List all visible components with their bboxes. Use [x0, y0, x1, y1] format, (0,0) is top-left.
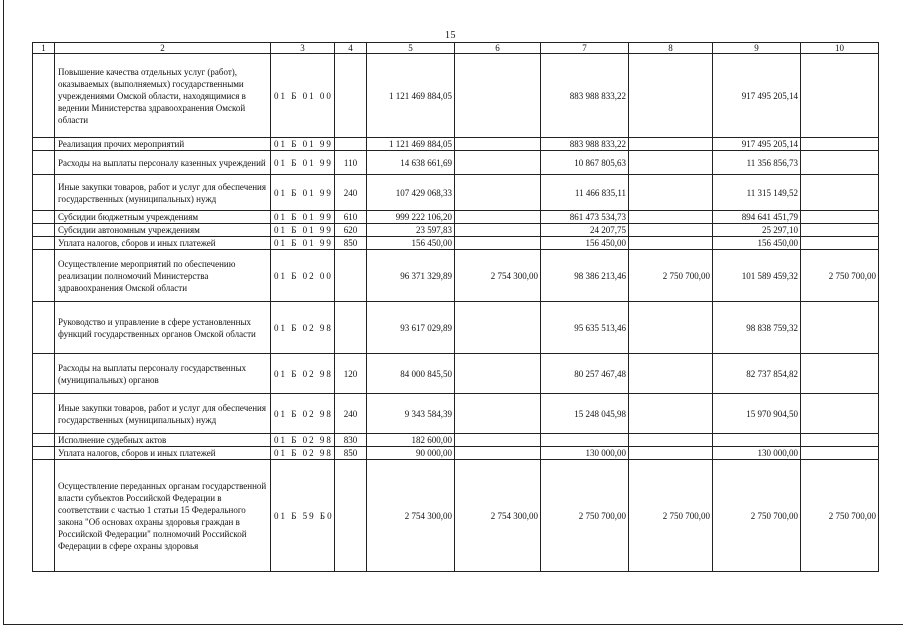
row-amount-cell — [455, 237, 541, 250]
row-name-cell: Субсидии бюджетным учреждениям — [55, 211, 271, 224]
row-amount-cell: 107 429 068,33 — [367, 175, 455, 211]
row-amount-cell: 130 000,00 — [541, 447, 629, 460]
row-code-cell: 01 Б 02 98 — [271, 434, 335, 447]
row-code-cell: 01 Б 01 99 — [271, 211, 335, 224]
row-code-cell: 01 Б 01 99 — [271, 175, 335, 211]
row-amount-cell: 101 589 459,32 — [713, 250, 801, 302]
row-amount-cell — [629, 175, 713, 211]
row-amount-cell — [801, 237, 879, 250]
header-cell: 1 — [33, 43, 55, 54]
row-amount-cell — [455, 151, 541, 175]
row-amount-cell: 98 838 759,32 — [713, 302, 801, 354]
row-code-cell: 01 Б 01 99 — [271, 224, 335, 237]
row-amount-cell — [629, 302, 713, 354]
row-amount-cell — [629, 138, 713, 151]
row-amount-cell — [455, 354, 541, 394]
row-amount-cell: 894 641 451,79 — [713, 211, 801, 224]
row-amount-cell — [629, 54, 713, 138]
table-row — [33, 211, 879, 224]
table-header-row — [33, 43, 879, 54]
table-row — [33, 302, 879, 354]
row-amount-cell: 11 356 856,73 — [713, 151, 801, 175]
row-number-cell — [33, 460, 55, 572]
row-amount-cell: 15 970 904,50 — [713, 394, 801, 434]
row-amount-cell: 917 495 205,14 — [713, 54, 801, 138]
table-row — [33, 250, 879, 302]
row-amount-cell: 2 754 300,00 — [367, 460, 455, 572]
row-amount-cell: 25 297,10 — [713, 224, 801, 237]
row-amount-cell: 82 737 854,82 — [713, 354, 801, 394]
row-amount-cell — [455, 224, 541, 237]
table-row — [33, 175, 879, 211]
row-amount-cell: 95 635 513,46 — [541, 302, 629, 354]
row-amount-cell: 156 450,00 — [541, 237, 629, 250]
header-cell: 4 — [335, 43, 367, 54]
row-amount-cell — [629, 224, 713, 237]
row-amount-cell — [629, 354, 713, 394]
table-row — [33, 434, 879, 447]
header-cell: 2 — [55, 43, 271, 54]
row-amount-cell: 156 450,00 — [367, 237, 455, 250]
row-amount-cell — [801, 394, 879, 434]
row-name-cell: Реализация прочих мероприятий — [55, 138, 271, 151]
row-name-cell: Уплата налогов, сборов и иных платежей — [55, 237, 271, 250]
row-amount-cell: 2 750 700,00 — [801, 250, 879, 302]
row-amount-cell — [801, 138, 879, 151]
page-number: 15 — [445, 30, 456, 41]
row-expense-type-cell — [335, 460, 367, 572]
row-amount-cell — [541, 434, 629, 447]
row-expense-type-cell: 830 — [335, 434, 367, 447]
row-amount-cell — [629, 211, 713, 224]
row-amount-cell: 1 121 469 884,05 — [367, 138, 455, 151]
row-amount-cell: 90 000,00 — [367, 447, 455, 460]
row-amount-cell: 11 315 149,52 — [713, 175, 801, 211]
table-row — [33, 224, 879, 237]
row-amount-cell: 24 207,75 — [541, 224, 629, 237]
row-code-cell: 01 Б 02 98 — [271, 302, 335, 354]
header-cell: 3 — [271, 43, 335, 54]
row-amount-cell — [713, 434, 801, 447]
row-expense-type-cell — [335, 138, 367, 151]
row-expense-type-cell: 850 — [335, 447, 367, 460]
row-amount-cell — [455, 54, 541, 138]
row-amount-cell: 11 466 835,11 — [541, 175, 629, 211]
row-amount-cell: 98 386 213,46 — [541, 250, 629, 302]
header-cell: 6 — [455, 43, 541, 54]
row-amount-cell — [801, 211, 879, 224]
row-amount-cell: 84 000 845,50 — [367, 354, 455, 394]
row-amount-cell: 10 867 805,63 — [541, 151, 629, 175]
row-number-cell — [33, 434, 55, 447]
row-expense-type-cell: 240 — [335, 394, 367, 434]
row-code-cell: 01 Б 01 99 — [271, 138, 335, 151]
page-frame-bottom — [3, 624, 903, 625]
row-amount-cell — [455, 434, 541, 447]
row-amount-cell — [801, 434, 879, 447]
table-row — [33, 354, 879, 394]
row-expense-type-cell: 120 — [335, 354, 367, 394]
row-amount-cell — [629, 447, 713, 460]
row-number-cell — [33, 54, 55, 138]
row-expense-type-cell — [335, 302, 367, 354]
row-number-cell — [33, 237, 55, 250]
row-amount-cell: 23 597,83 — [367, 224, 455, 237]
row-number-cell — [33, 447, 55, 460]
row-amount-cell: 15 248 045,98 — [541, 394, 629, 434]
row-expense-type-cell — [335, 250, 367, 302]
row-amount-cell — [629, 151, 713, 175]
row-amount-cell: 96 371 329,89 — [367, 250, 455, 302]
row-amount-cell — [801, 151, 879, 175]
row-number-cell — [33, 354, 55, 394]
row-code-cell: 01 Б 02 98 — [271, 447, 335, 460]
row-amount-cell — [455, 138, 541, 151]
row-amount-cell: 9 343 584,39 — [367, 394, 455, 434]
row-name-cell: Уплата налогов, сборов и иных платежей — [55, 447, 271, 460]
row-expense-type-cell — [335, 54, 367, 138]
row-amount-cell — [801, 354, 879, 394]
row-number-cell — [33, 151, 55, 175]
header-cell: 9 — [713, 43, 801, 54]
row-name-cell: Иные закупки товаров, работ и услуг для обеспечения государственных (муниципальных) нужд — [55, 394, 271, 434]
table-row — [33, 447, 879, 460]
row-amount-cell: 2 750 700,00 — [801, 460, 879, 572]
row-number-cell — [33, 250, 55, 302]
header-cell: 10 — [801, 43, 879, 54]
row-amount-cell: 14 638 661,69 — [367, 151, 455, 175]
row-amount-cell — [801, 175, 879, 211]
row-code-cell: 01 Б 59 Б0 — [271, 460, 335, 572]
row-amount-cell — [629, 237, 713, 250]
row-number-cell — [33, 138, 55, 151]
budget-table — [32, 42, 879, 572]
row-name-cell: Расходы на выплаты персоналу казенных учреждений — [55, 151, 271, 175]
row-amount-cell: 861 473 534,73 — [541, 211, 629, 224]
row-name-cell: Исполнение судебных актов — [55, 434, 271, 447]
row-number-cell — [33, 302, 55, 354]
row-amount-cell: 2 750 700,00 — [713, 460, 801, 572]
row-amount-cell: 883 988 833,22 — [541, 54, 629, 138]
row-amount-cell: 2 750 700,00 — [629, 460, 713, 572]
table-row — [33, 394, 879, 434]
header-cell: 8 — [629, 43, 713, 54]
row-expense-type-cell: 620 — [335, 224, 367, 237]
row-code-cell: 01 Б 02 98 — [271, 354, 335, 394]
header-cell: 5 — [367, 43, 455, 54]
row-code-cell: 01 Б 02 98 — [271, 394, 335, 434]
row-code-cell: 01 Б 01 00 — [271, 54, 335, 138]
row-amount-cell: 2 754 300,00 — [455, 460, 541, 572]
row-number-cell — [33, 224, 55, 237]
row-amount-cell: 2 750 700,00 — [629, 250, 713, 302]
row-amount-cell — [629, 394, 713, 434]
row-amount-cell — [801, 224, 879, 237]
row-amount-cell: 917 495 205,14 — [713, 138, 801, 151]
row-expense-type-cell: 610 — [335, 211, 367, 224]
table-row — [33, 460, 879, 572]
row-code-cell: 01 Б 01 99 — [271, 237, 335, 250]
header-cell: 7 — [541, 43, 629, 54]
row-code-cell: 01 Б 01 99 — [271, 151, 335, 175]
row-amount-cell — [801, 447, 879, 460]
table-row — [33, 138, 879, 151]
page-frame-left — [3, 0, 4, 625]
row-amount-cell: 156 450,00 — [713, 237, 801, 250]
row-code-cell: 01 Б 02 00 — [271, 250, 335, 302]
table-row — [33, 237, 879, 250]
row-name-cell: Руководство и управление в сфере установленных функций государственных органов Омской области — [55, 302, 271, 354]
table-row — [33, 54, 879, 138]
row-name-cell: Расходы на выплаты персоналу государственных (муниципальных) органов — [55, 354, 271, 394]
row-amount-cell: 182 600,00 — [367, 434, 455, 447]
row-amount-cell — [801, 54, 879, 138]
row-number-cell — [33, 175, 55, 211]
row-amount-cell: 883 988 833,22 — [541, 138, 629, 151]
row-name-cell: Повышение качества отдельных услуг (работ), оказываемых (выполняемых) государственными учреждениями Омской области, находящимися в ведении Министерства здравоохранения Омской области — [55, 54, 271, 138]
row-name-cell: Осуществление мероприятий по обеспечению реализации полномочий Министерства здравоохранения Омской области — [55, 250, 271, 302]
row-amount-cell: 130 000,00 — [713, 447, 801, 460]
table-row — [33, 151, 879, 175]
row-name-cell: Субсидии автономным учреждениям — [55, 224, 271, 237]
row-amount-cell: 93 617 029,89 — [367, 302, 455, 354]
row-amount-cell: 2 754 300,00 — [455, 250, 541, 302]
row-amount-cell — [801, 302, 879, 354]
row-expense-type-cell: 850 — [335, 237, 367, 250]
row-amount-cell: 1 121 469 884,05 — [367, 54, 455, 138]
row-amount-cell — [629, 434, 713, 447]
row-amount-cell — [455, 175, 541, 211]
row-amount-cell: 2 750 700,00 — [541, 460, 629, 572]
row-number-cell — [33, 211, 55, 224]
row-amount-cell — [455, 447, 541, 460]
row-amount-cell — [455, 211, 541, 224]
row-amount-cell: 80 257 467,48 — [541, 354, 629, 394]
row-expense-type-cell: 110 — [335, 151, 367, 175]
row-amount-cell — [455, 302, 541, 354]
row-expense-type-cell: 240 — [335, 175, 367, 211]
row-number-cell — [33, 394, 55, 434]
row-amount-cell — [455, 394, 541, 434]
row-name-cell: Осуществление переданных органам государственной власти субъектов Российской Федерации в соответствии с частью 1 статьи 15 Федерального закона "Об основах охраны здоровья граждан в Российской Федерации" полномочий Российской Федерации в сфере охраны здоровья — [55, 460, 271, 572]
row-amount-cell: 999 222 106,20 — [367, 211, 455, 224]
row-name-cell: Иные закупки товаров, работ и услуг для обеспечения государственных (муниципальных) нужд — [55, 175, 271, 211]
